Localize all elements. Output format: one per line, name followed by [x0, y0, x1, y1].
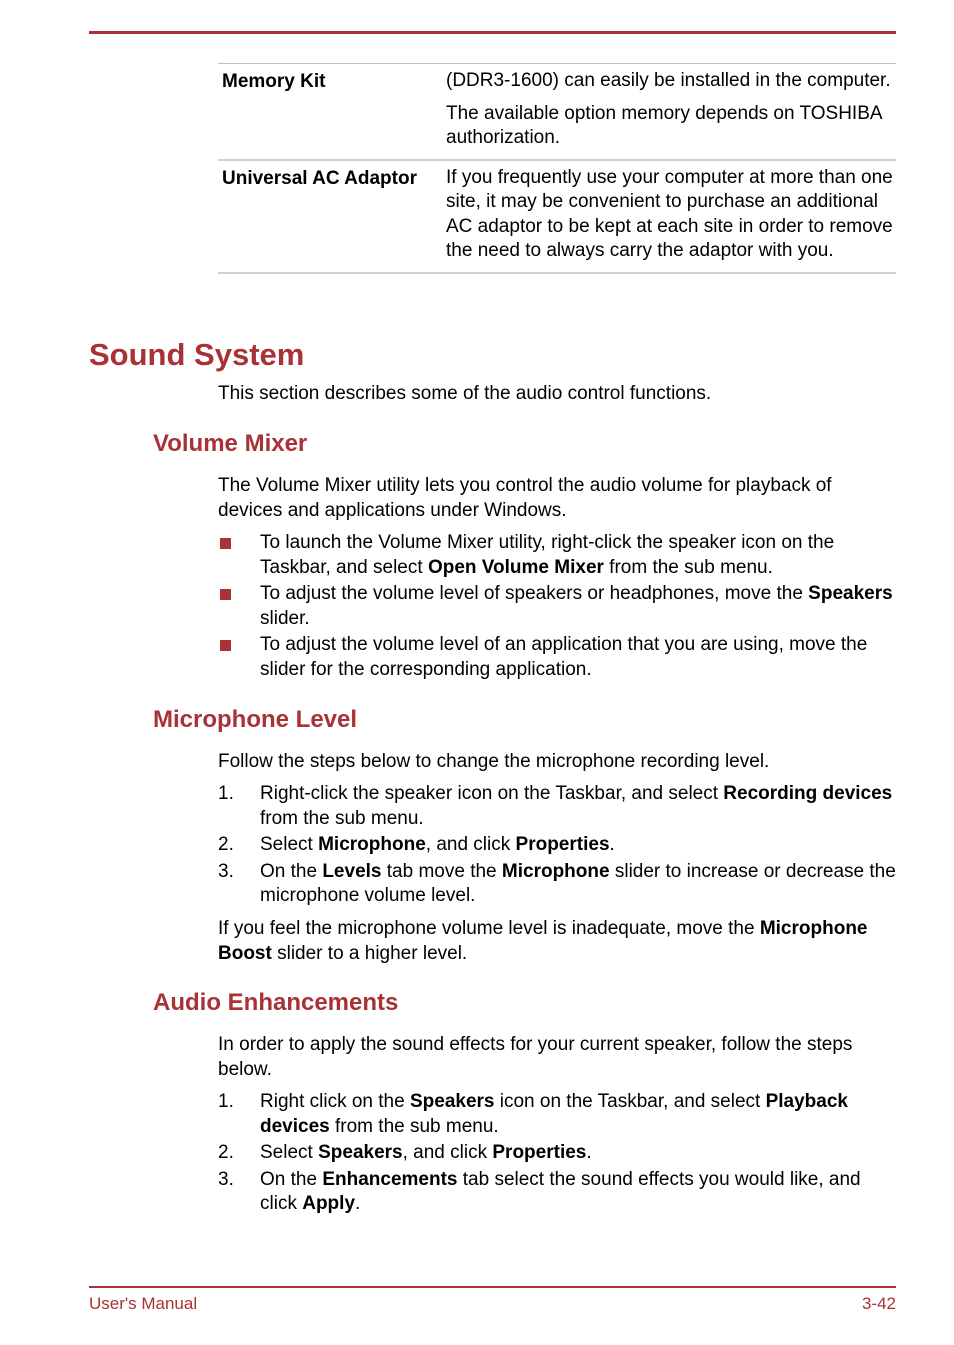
list-bold: Speakers — [409, 1091, 495, 1112]
audio-enhancements-intro: In order to apply the sound effects for your current speaker, follow the steps below. — [218, 1034, 853, 1080]
list-text: icon on the Taskbar, and select — [494, 1091, 766, 1112]
list-text: . — [355, 1193, 361, 1214]
list-bold: Open Volume Mixer — [427, 556, 604, 578]
bullet-square-icon — [220, 640, 231, 651]
audio-enhancements-steps — [218, 1090, 896, 1217]
volume-mixer-intro: The Volume Mixer utility lets you control the audio volume for playback of devices and applications under Windows. — [218, 475, 832, 521]
table-term: Universal AC Adaptor — [222, 167, 417, 189]
list-item — [218, 582, 896, 631]
list-text: Select — [260, 834, 319, 855]
section-intro: This section describes some of the audio control functions. — [218, 383, 712, 404]
list-text: tab move the — [381, 860, 502, 882]
note-text: slider to a higher level. — [271, 942, 468, 964]
list-text: from the sub menu. — [603, 556, 773, 578]
list-item — [218, 833, 896, 858]
list-item — [218, 860, 896, 909]
subsection-title-audio-enhancements: Audio Enhancements — [153, 989, 399, 1016]
list-text: To launch the Volume Mixer utility, right-click the speaker icon on the Taskbar, and select — [260, 532, 835, 578]
footer-page-number: 3-42 — [861, 1294, 896, 1313]
list-item — [218, 531, 896, 580]
bullet-square-icon — [220, 589, 231, 600]
step-number: 2. — [218, 834, 234, 855]
step-number: 2. — [218, 1142, 234, 1163]
header-rule — [89, 31, 896, 34]
table-desc-para: The available option memory depends on TOSHIBA authorization. — [446, 102, 882, 148]
table-term: Memory Kit — [222, 71, 326, 92]
list-bold: Properties — [492, 1142, 587, 1163]
list-text: On the — [260, 1168, 323, 1190]
step-number: 1. — [218, 1091, 234, 1112]
list-bold: Recording devices — [723, 783, 893, 804]
step-number: 3. — [218, 1168, 234, 1190]
list-text: . — [586, 1142, 592, 1163]
list-text: On the — [260, 860, 323, 882]
table-desc — [442, 64, 896, 159]
volume-mixer-bullets — [218, 531, 896, 682]
list-bold: Apply — [302, 1193, 356, 1214]
list-bold: Speakers — [318, 1142, 403, 1163]
list-bold: Levels — [322, 860, 382, 882]
step-number: 1. — [218, 783, 234, 804]
microphone-level-steps — [218, 782, 896, 909]
list-text: slider. — [260, 607, 310, 629]
list-item — [218, 782, 896, 831]
list-text: To adjust the volume level of speakers or headphones, move the — [260, 583, 809, 604]
section-title-sound-system: Sound System — [89, 337, 305, 372]
footer-manual-title: User's Manual — [89, 1294, 198, 1313]
list-item — [218, 1090, 896, 1139]
list-text: Select — [260, 1142, 319, 1163]
list-bold: Speakers — [808, 583, 893, 604]
table-row — [218, 64, 896, 161]
table-desc-para: If you frequently use your computer at more than one site, it may be convenient to purchase an additional AC adaptor to be kept at each site in order to remove the need to always carry the adaptor with you. — [446, 166, 893, 261]
table-desc — [442, 161, 896, 272]
list-item — [218, 633, 896, 682]
note-text: If you feel the microphone volume level is inadequate, move the — [218, 918, 760, 939]
list-item — [218, 1168, 896, 1217]
microphone-level-note — [218, 917, 896, 966]
note-bold: Microphone Boost — [218, 918, 868, 964]
list-bold: Enhancements — [322, 1168, 458, 1190]
list-bold: Properties — [515, 834, 610, 855]
table-desc-para: (DDR3-1600) can easily be installed in the computer. — [446, 70, 891, 91]
list-bold: Microphone — [318, 834, 426, 855]
list-text: , and click — [402, 1142, 493, 1163]
list-text: from the sub menu. — [329, 1115, 499, 1137]
subsection-title-microphone-level: Microphone Level — [153, 706, 358, 733]
list-bold: Microphone — [501, 860, 610, 882]
list-text: To adjust the volume level of an application that you are using, move the slider for the corresponding application. — [260, 634, 868, 680]
list-bold: Playback devices — [260, 1091, 848, 1137]
list-text: , and click — [425, 834, 516, 855]
list-text: . — [609, 834, 615, 855]
subsection-title-volume-mixer: Volume Mixer — [153, 430, 308, 457]
table-row — [218, 161, 896, 274]
list-text: tab select the sound effects you would like, and click — [260, 1168, 861, 1214]
list-text: from the sub menu. — [260, 807, 424, 829]
list-text: Right click on the — [260, 1091, 410, 1112]
step-number: 3. — [218, 860, 234, 882]
microphone-level-intro: Follow the steps below to change the microphone recording level. — [218, 751, 770, 772]
list-text: slider to increase or decrease the microphone volume level. — [260, 860, 896, 906]
footer-rule — [89, 1286, 896, 1288]
list-text: Right-click the speaker icon on the Taskbar, and select — [260, 783, 724, 804]
spec-table — [218, 63, 896, 274]
bullet-square-icon — [220, 538, 231, 549]
list-item — [218, 1141, 896, 1166]
